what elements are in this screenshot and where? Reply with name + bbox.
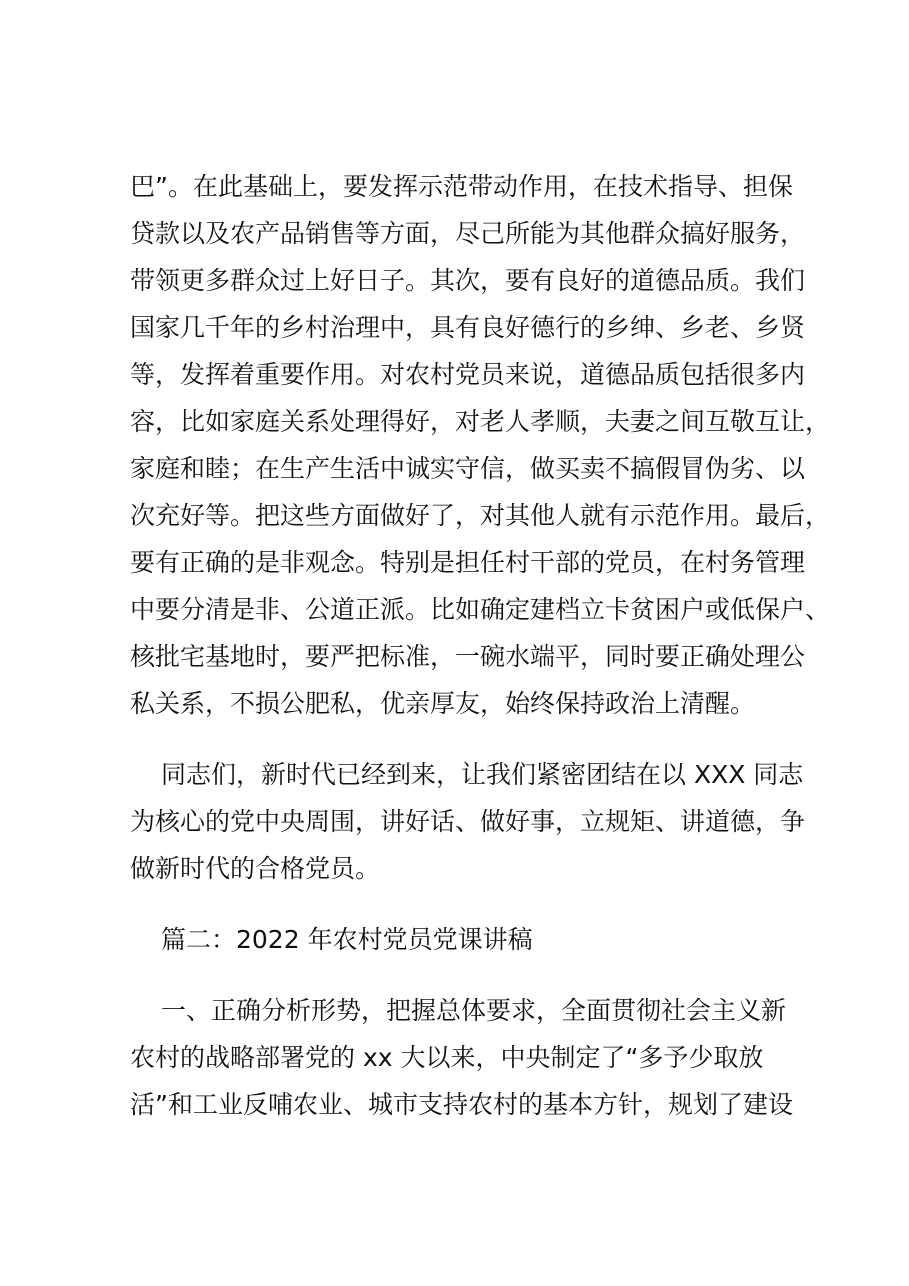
paragraph-moral-quality (130, 163, 831, 727)
paragraph-spacer (130, 727, 802, 751)
text-line: 核批宅基地时，要严把标准，一碗水端平，同时要正确处理公 (130, 642, 806, 671)
text-line: 等，发挥着重要作用。对农村党员来说，道德品质包括很多内 (130, 360, 806, 389)
text-line: 家庭和睦；在生产生活中诚实守信，做买卖不搞假冒伪劣、以 (130, 454, 806, 483)
document-body (130, 163, 831, 1128)
text-line: 中要分清是非、公道正派。比如确定建档立卡贫困户或低保户、 (130, 595, 831, 624)
paragraph-section-one (130, 987, 802, 1128)
text-line: 活”和工业反哺农业、城市支持农村的基本方针，规划了建设 (130, 1090, 793, 1119)
text-line: 要有正确的是非观念。特别是担任村干部的党员，在村务管理 (130, 548, 806, 577)
text-line: 一、正确分析形势，把握总体要求，全面贯彻社会主义新 (161, 996, 787, 1025)
text-line: 同志们，新时代已经到来，让我们紧密团结在以 XXX 同志 (161, 760, 804, 789)
paragraph-spacer (130, 963, 802, 987)
text-line: 容，比如家庭关系处理得好，对老人孝顺，夫妻之间互敬互让， (130, 407, 831, 436)
text-line: 为核心的党中央周围，讲好话、做好事，立规矩、讲道德，争 (130, 807, 806, 836)
paragraph-closing (130, 751, 806, 892)
text-line: 带领更多群众过上好日子。其次，要有良好的道德品质。我们 (130, 266, 806, 295)
text-line: 贷款以及农产品销售等方面，尽己所能为其他群众搞好服务， (130, 219, 806, 248)
text-line: 巴”。在此基础上，要发挥示范带动作用，在技术指导、担保 (130, 172, 793, 201)
text-line: 私关系，不损公肥私，优亲厚友，始终保持政治上清醒。 (130, 689, 756, 718)
paragraph-spacer (130, 892, 802, 916)
section-heading (130, 916, 802, 963)
text-line: 国家几千年的乡村治理中，具有良好德行的乡绅、乡老、乡贤 (130, 313, 806, 342)
heading-line: 篇二：2022 年农村党员党课讲稿 (161, 925, 533, 954)
text-line: 次充好等。把这些方面做好了，对其他人就有示范作用。最后， (130, 501, 831, 530)
text-line: 做新时代的合格党员。 (130, 854, 381, 883)
text-line: 农村的战略部署党的 xx 大以来，中央制定了“多予少取放 (130, 1043, 764, 1072)
